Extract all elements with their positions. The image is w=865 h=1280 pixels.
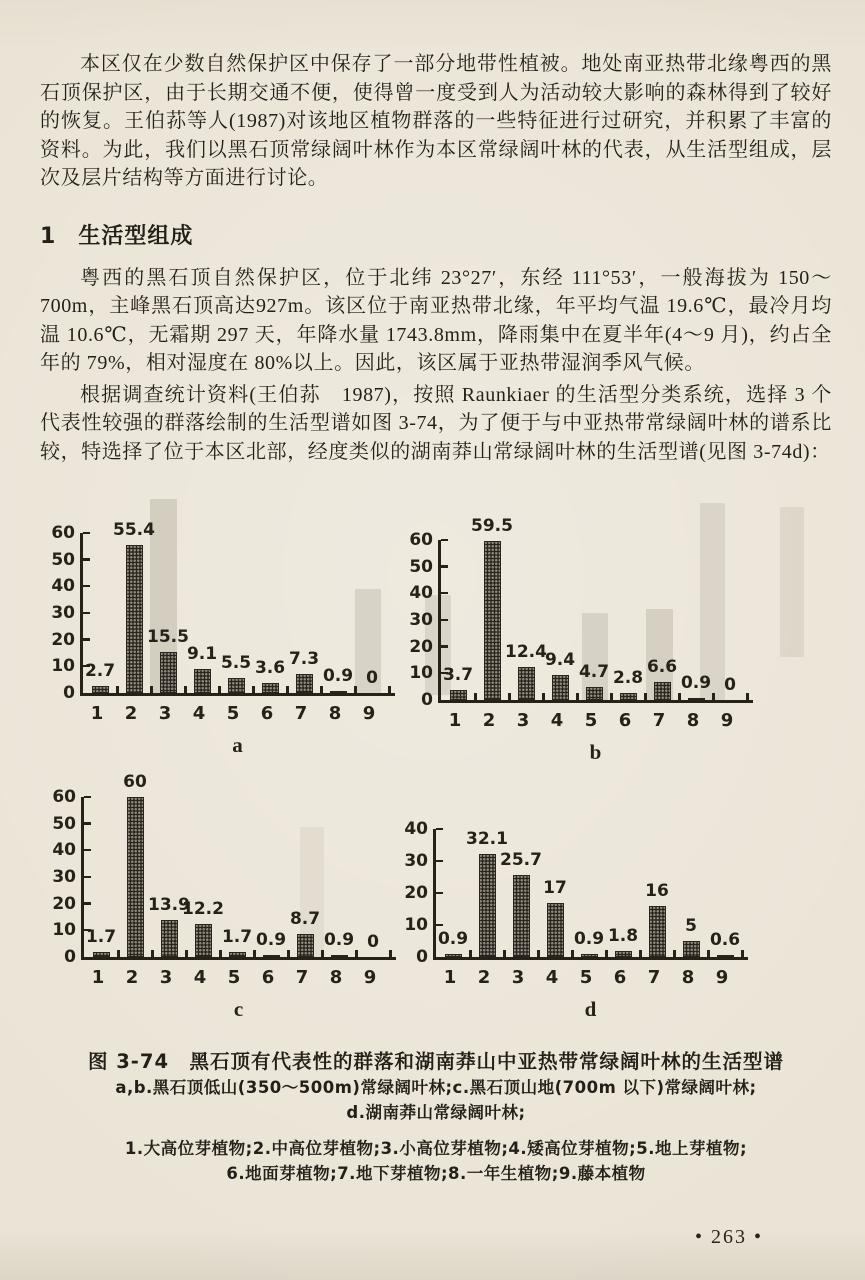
x-tick-label: 2 xyxy=(477,967,491,988)
bar-value-label: 0 xyxy=(367,932,379,953)
chart-d xyxy=(404,819,748,1022)
bar xyxy=(484,541,501,700)
x-tick-mark xyxy=(474,693,477,700)
figure-3-74 xyxy=(0,497,865,1050)
y-tick-mark xyxy=(83,638,90,641)
y-tick-label: 60 xyxy=(52,787,76,807)
x-tick-mark xyxy=(150,686,153,693)
x-tick-label: 9 xyxy=(715,967,729,988)
body-text xyxy=(40,50,832,466)
bar-value-label: 0.9 xyxy=(437,929,469,950)
bar xyxy=(195,924,212,957)
x-tick-mark xyxy=(252,686,255,693)
chart-letter-label: a xyxy=(232,733,243,758)
x-tick-label: 3 xyxy=(511,967,525,988)
y-tick-label: 50 xyxy=(52,813,76,834)
plot-area xyxy=(409,516,753,711)
bar-value-label: 0.9 xyxy=(255,929,287,950)
plot-area xyxy=(404,819,748,967)
figure-legend xyxy=(40,1136,832,1186)
paragraph-2: 粤西的黑石顶自然保护区，位于北纬 23°27′，东经 111°53′，一般海拔为 150～700m，主峰黑石顶高达927m。该区位于南亚热带北缘，年平均气温 19.6℃，最冷月均温 10.6℃，无霜期 297 天，年降水量 1743.8mm，降雨集中在夏半年(4～9 月)，约占全年的 79%，相对湿度在 80%以上。因此，该区属于亚热带湿润季风气候。 xyxy=(40,266,832,374)
bar xyxy=(649,906,666,957)
x-tick-label: 2 xyxy=(125,967,139,989)
x-axis-labels xyxy=(433,967,748,988)
bar xyxy=(127,797,144,957)
y-tick-label: 10 xyxy=(404,915,428,935)
y-tick-mark xyxy=(436,892,443,895)
x-tick-mark xyxy=(610,693,613,700)
y-tick-label: 10 xyxy=(51,656,75,677)
bar-value-label: 0.9 xyxy=(573,929,605,950)
bar-value-label: 1.7 xyxy=(221,927,253,948)
x-tick-mark xyxy=(151,950,154,957)
x-tick-label: 8 xyxy=(329,967,343,989)
x-tick-mark xyxy=(116,686,119,693)
y-tick-label: 30 xyxy=(404,851,428,871)
x-tick-mark xyxy=(117,950,120,957)
x-tick-label: 2 xyxy=(482,710,496,732)
bar-value-label: 0.6 xyxy=(709,930,741,951)
bar xyxy=(688,698,705,700)
y-tick-label: 50 xyxy=(409,556,433,577)
x-tick-label: 8 xyxy=(328,703,342,725)
bar xyxy=(296,674,313,693)
y-tick-label: 40 xyxy=(409,583,433,604)
x-tick-mark xyxy=(746,693,749,700)
bar-value-label: 0.9 xyxy=(680,672,712,693)
bar-value-label: 15.5 xyxy=(147,626,189,647)
y-tick-label: 40 xyxy=(404,819,428,839)
x-tick-label: 1 xyxy=(443,967,457,988)
x-tick-mark xyxy=(185,950,188,957)
y-tick-label: 20 xyxy=(51,629,75,650)
x-tick-mark xyxy=(320,686,323,693)
bar-value-label: 60 xyxy=(123,772,147,792)
bar xyxy=(450,690,467,700)
x-axis-labels xyxy=(81,967,396,988)
bar-value-label: 9.4 xyxy=(544,649,576,670)
x-tick-label: 1 xyxy=(90,703,104,725)
bar xyxy=(229,952,246,957)
bar xyxy=(160,652,177,693)
x-tick-mark xyxy=(741,950,744,957)
bar-value-label: 7.3 xyxy=(288,648,320,669)
y-tick-mark xyxy=(83,585,90,588)
x-tick-label: 9 xyxy=(363,967,377,989)
x-tick-mark xyxy=(678,693,681,700)
bar xyxy=(513,875,530,957)
section-title: 生活型组成 xyxy=(78,223,194,249)
legend-line-1: 1.大高位芽植物;2.中高位芽植物;3.小高位芽植物;4.矮高位芽植物;5.地上芽植物; xyxy=(124,1139,748,1158)
x-tick-label: 5 xyxy=(579,967,593,988)
x-tick-mark xyxy=(184,686,187,693)
x-tick-label: 8 xyxy=(686,710,700,732)
bar xyxy=(126,545,143,693)
chart-c xyxy=(52,772,396,1022)
x-tick-mark xyxy=(287,950,290,957)
x-tick-label: 3 xyxy=(158,703,172,725)
y-tick-mark xyxy=(84,796,91,799)
x-tick-mark xyxy=(503,950,506,957)
bar-value-label: 32.1 xyxy=(466,829,508,850)
x-tick-label: 5 xyxy=(227,967,241,989)
x-tick-label: 6 xyxy=(613,967,627,988)
bar xyxy=(93,952,110,957)
x-tick-mark xyxy=(218,686,221,693)
bar-value-label: 5.5 xyxy=(220,653,252,674)
bleedthrough-ghost-bar xyxy=(780,507,804,657)
y-tick-mark xyxy=(436,860,443,863)
bar-value-label: 55.4 xyxy=(113,520,155,541)
x-tick-mark xyxy=(508,693,511,700)
bar xyxy=(263,955,280,957)
x-tick-label: 7 xyxy=(652,710,666,732)
y-tick-label: 60 xyxy=(51,523,75,543)
bar xyxy=(654,682,671,700)
bar-value-label: 0.9 xyxy=(322,665,354,686)
x-tick-label: 8 xyxy=(681,967,695,988)
bar xyxy=(331,955,348,957)
bar-value-label: 1.8 xyxy=(607,926,639,947)
y-tick-label: 30 xyxy=(409,610,433,631)
x-tick-mark xyxy=(537,950,540,957)
section-number: 1 xyxy=(40,223,57,249)
y-tick-mark xyxy=(441,592,448,595)
y-tick-label: 30 xyxy=(51,603,75,624)
figure-caption xyxy=(40,1048,832,1186)
x-tick-mark xyxy=(712,693,715,700)
legend-line-2: 6.地面芽植物;7.地下芽植物;8.一年生植物;9.藤本植物 xyxy=(226,1164,646,1183)
bar-value-label: 2.8 xyxy=(612,667,644,688)
bar xyxy=(683,941,700,957)
bar-value-label: 8.7 xyxy=(289,908,321,929)
x-tick-label: 4 xyxy=(192,703,206,725)
bar-value-label: 3.7 xyxy=(442,665,474,686)
y-tick-mark xyxy=(84,902,91,905)
bar-value-label: 6.6 xyxy=(646,657,678,678)
x-tick-label: 4 xyxy=(545,967,559,988)
bar-value-label: 12.2 xyxy=(182,899,224,920)
bar-value-label: 0 xyxy=(724,675,736,696)
y-tick-mark xyxy=(83,532,90,535)
paragraph-1: 本区仅在少数自然保护区中保存了一部分地带性植被。地处南亚热带北缘粤西的黑石顶保护区，由于长期交通不便，使得曾一度受到人为活动较大影响的森林得到了较好的恢复。王伯荪等人(1987)对该地区植物群落的一些特征进行过研究，并积累了丰富的资料。为此，我们以黑石顶常绿阔叶林作为本区常绿阔叶林的代表，从生活型组成，层次及层片结构等方面进行讨论。 xyxy=(40,53,832,189)
y-tick-mark xyxy=(84,822,91,825)
y-tick-label: 40 xyxy=(52,840,76,861)
x-tick-label: 6 xyxy=(618,710,632,732)
y-tick-label: 10 xyxy=(409,663,433,684)
x-tick-mark xyxy=(286,686,289,693)
y-tick-mark xyxy=(441,565,448,568)
bar xyxy=(518,667,535,700)
bar xyxy=(479,854,496,957)
x-tick-label: 6 xyxy=(261,967,275,989)
chart-letter-label: b xyxy=(589,740,602,765)
x-tick-label: 3 xyxy=(516,710,530,732)
plot-area xyxy=(51,520,395,704)
y-tick-mark xyxy=(436,828,443,831)
bar-value-label: 1.7 xyxy=(85,927,117,948)
x-tick-label: 1 xyxy=(448,710,462,732)
chart-b xyxy=(409,516,753,765)
bar-value-label: 12.4 xyxy=(505,641,547,662)
x-tick-label: 7 xyxy=(647,967,661,988)
x-tick-label: 1 xyxy=(91,967,105,989)
bar xyxy=(330,691,347,693)
bar-value-label: 0 xyxy=(366,668,378,689)
y-tick-mark xyxy=(441,539,448,542)
y-tick-mark xyxy=(84,849,91,852)
x-tick-label: 3 xyxy=(159,967,173,989)
bar xyxy=(445,954,462,957)
x-tick-mark xyxy=(219,950,222,957)
chart-letter-label: d xyxy=(584,997,597,1021)
chart-a xyxy=(51,520,395,758)
x-tick-mark xyxy=(576,693,579,700)
bar xyxy=(547,903,564,957)
x-tick-label: 5 xyxy=(584,710,598,732)
bar-value-label: 17 xyxy=(543,877,567,898)
y-tick-label: 40 xyxy=(51,576,75,597)
y-tick-mark xyxy=(436,924,443,927)
x-tick-label: 9 xyxy=(362,703,376,725)
bar xyxy=(581,954,598,957)
x-tick-mark xyxy=(639,950,642,957)
y-tick-label: 0 xyxy=(63,683,75,704)
y-tick-mark xyxy=(441,619,448,622)
x-tick-label: 4 xyxy=(550,710,564,732)
y-tick-label: 20 xyxy=(404,883,428,903)
page-number: • 263 • xyxy=(694,1226,763,1248)
bar xyxy=(194,669,211,693)
x-tick-label: 2 xyxy=(124,703,138,725)
section-heading xyxy=(40,224,832,250)
caption-subtitle-d: d.湖南莽山常绿阔叶林; xyxy=(346,1103,526,1122)
bar-value-label: 5 xyxy=(685,916,697,936)
y-tick-mark xyxy=(83,612,90,615)
bar xyxy=(615,951,632,957)
x-tick-label: 5 xyxy=(226,703,240,725)
x-axis-labels xyxy=(80,703,395,724)
caption-title: 图 3-74 黑石顶有代表性的群落和湖南莽山中亚热带常绿阔叶林的生活型谱 xyxy=(87,1050,785,1073)
x-tick-label: 4 xyxy=(193,967,207,989)
x-tick-mark xyxy=(253,950,256,957)
x-tick-mark xyxy=(707,950,710,957)
bar xyxy=(92,686,109,693)
y-tick-mark xyxy=(83,558,90,561)
y-tick-label: 10 xyxy=(52,920,76,941)
bar xyxy=(620,693,637,700)
bar xyxy=(552,675,569,700)
paragraph-3: 根据调查统计资料(王伯荪 1987)，按照 Raunkiaer 的生活型分类系统，选择 3 个代表性较强的群落绘制的生活型谱如图 3-74，为了便于与中亚热带常绿阔叶林的谱系比较，特选择了位于本区北部，经度类似的湖南莽山常绿阔叶林的生活型谱(见图 3-74d)： xyxy=(40,383,832,463)
bar-value-label: 3.6 xyxy=(254,658,286,679)
bar-value-label: 4.7 xyxy=(578,662,610,683)
y-tick-label: 30 xyxy=(52,867,76,888)
bar-value-label: 9.1 xyxy=(186,643,218,664)
y-tick-label: 20 xyxy=(409,636,433,657)
bar xyxy=(262,683,279,693)
x-tick-mark xyxy=(571,950,574,957)
x-tick-mark xyxy=(388,686,391,693)
x-tick-mark xyxy=(355,950,358,957)
bar xyxy=(586,687,603,700)
bar-value-label: 2.7 xyxy=(84,660,116,681)
bar-value-label: 25.7 xyxy=(500,849,542,870)
caption-subtitle-abc: a,b.黑石顶低山(350～500m)常绿阔叶林;c.黑石顶山地(700m 以下)常绿阔叶林; xyxy=(115,1078,757,1097)
y-tick-label: 0 xyxy=(421,690,433,711)
bar xyxy=(228,678,245,693)
y-tick-mark xyxy=(441,645,448,648)
bar xyxy=(161,920,178,957)
x-tick-mark xyxy=(605,950,608,957)
y-tick-label: 20 xyxy=(52,893,76,914)
bar-value-label: 13.9 xyxy=(148,894,190,915)
x-tick-label: 9 xyxy=(720,710,734,732)
x-tick-mark xyxy=(469,950,472,957)
x-tick-label: 7 xyxy=(294,703,308,725)
bar-value-label: 16 xyxy=(645,880,669,901)
y-tick-label: 60 xyxy=(409,530,433,550)
y-tick-label: 0 xyxy=(416,947,428,967)
x-tick-mark xyxy=(542,693,545,700)
bar xyxy=(717,955,734,957)
x-tick-label: 6 xyxy=(260,703,274,725)
bar-value-label: 0.9 xyxy=(323,929,355,950)
x-tick-label: 7 xyxy=(295,967,309,989)
chart-letter-label: c xyxy=(233,997,244,1022)
bar-value-label: 59.5 xyxy=(471,516,513,537)
plot-area xyxy=(52,772,396,968)
y-tick-label: 0 xyxy=(64,947,76,968)
x-tick-mark xyxy=(673,950,676,957)
y-tick-label: 50 xyxy=(51,549,75,570)
x-axis-labels xyxy=(438,710,753,731)
x-tick-mark xyxy=(354,686,357,693)
x-tick-mark xyxy=(321,950,324,957)
y-tick-mark xyxy=(84,876,91,879)
bar xyxy=(297,934,314,957)
x-tick-mark xyxy=(644,693,647,700)
